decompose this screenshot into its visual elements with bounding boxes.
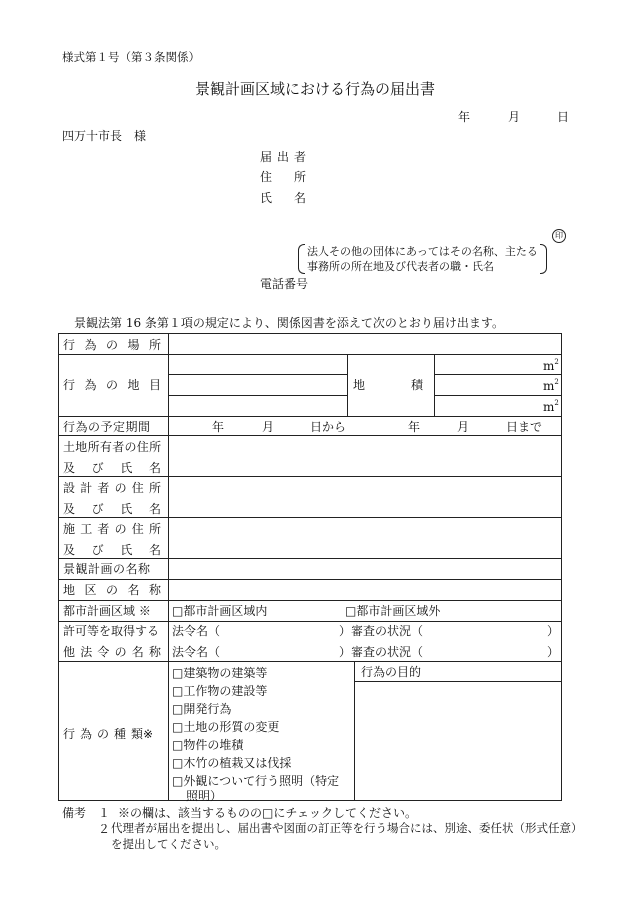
city-area-out-checkbox[interactable]: □都市計画区域外 [345,604,441,618]
phone-label: 電話番号 [260,277,309,291]
note-2-text-line1: 代理者が届出を提出し、届出書や図面の訂正等を行う場合には、別途、委任状（形式任意） [111,821,583,835]
activity-type-label: 行 為 の 種 類 ※ [63,727,154,741]
city-area-label: 都市計画区域 ※ [63,604,151,618]
activity-type-structure[interactable]: □工作物の建設等 [172,684,268,698]
corporate-note-line1: 法人その他の団体にあってはその名称、主たる [307,245,538,258]
activity-type-lighting-cont: 照明） [186,789,223,803]
activity-type-development[interactable]: □開発行為 [172,702,232,716]
permit-label-2: 他 法 令 の 名 称 [63,645,161,659]
note-1-text: ※の欄は、該当するものの□にチェックしてください。 [118,806,417,820]
note-1-number: １ [98,806,111,820]
form-number: 様式第１号（第３条関係） [62,50,200,64]
owner-label-1: 土地所有者の住所 [63,440,162,454]
builder-label-2: 及 び 氏 名 [63,543,161,557]
designer-label-1: 設 計 者 の 住 所 [63,481,161,495]
period-start-day: 日から [310,420,347,434]
date-month-label: 月 [508,110,521,124]
period-start-year: 年 [212,420,225,434]
activity-type-building[interactable]: □建築物の建築等 [172,666,268,680]
note-2-number: ２ [98,822,111,836]
activity-type-stockpile[interactable]: □物件の堆積 [172,738,244,752]
period-end-day: 日まで [506,420,543,434]
name-label: 氏 名 [260,191,306,205]
notes-heading: 備考 [62,806,87,820]
period-label: 行為の予定期間 [63,420,151,434]
close-paren-1: ） [547,624,560,638]
area-label: 地 積 [353,378,423,392]
period-end-month: 月 [457,420,470,434]
city-area-in-checkbox[interactable]: □都市計画区域内 [172,604,268,618]
period-start-month: 月 [262,420,275,434]
close-paren-2: ） [547,645,560,659]
addressee: 四万十市長 様 [62,129,147,143]
applicant-section-label: 届 出 者 [260,150,306,164]
review-status-1: ）審査の状況（ [339,624,424,638]
land-category-label: 行 為 の 地 目 [63,378,161,392]
address-label: 住 所 [260,170,306,184]
law-name-2: 法令名（ [172,645,221,659]
seal-mark: 印 [552,229,566,243]
site-label: 行 為 の 場 所 [63,338,161,352]
activity-type-planting[interactable]: □木竹の植栽又は伐採 [172,756,292,770]
district-name-label: 地 区 の 名 称 [63,583,161,597]
activity-type-lighting[interactable]: □外観について行う照明（特定 [172,774,340,788]
area-unit-1: $m^2$ [543,358,559,373]
activity-type-land-change[interactable]: □土地の形質の変更 [172,720,280,734]
left-bracket [298,244,305,274]
purpose-label: 行為の目的 [361,665,422,679]
plan-name-label: 景観計画の名称 [63,562,151,576]
area-unit-2: $m^2$ [543,378,559,393]
designer-label-2: 及 び 氏 名 [63,502,161,516]
corporate-note-line2: 事務所の所在地及び代表者の職・氏名 [307,260,494,273]
builder-label-1: 施 工 者 の 住 所 [63,522,161,536]
law-name-1: 法令名（ [172,624,221,638]
form-title: 景観計画区域における行為の届出書 [194,80,435,98]
period-end-year: 年 [408,420,421,434]
area-unit-3: $m^2$ [543,399,559,414]
note-2-text-line2: を提出してください。 [111,837,226,851]
owner-label-2: 及 び 氏 名 [63,461,161,475]
date-day-label: 日 [557,110,570,124]
date-year-label: 年 [458,110,471,124]
right-bracket [540,244,547,274]
intro-text: 景観法第 16 条第１項の規定により、関係図書を添えて次のとおり届け出ます。 [74,316,504,330]
permit-label-1: 許可等を取得する [63,624,160,638]
review-status-2: ）審査の状況（ [339,645,424,659]
